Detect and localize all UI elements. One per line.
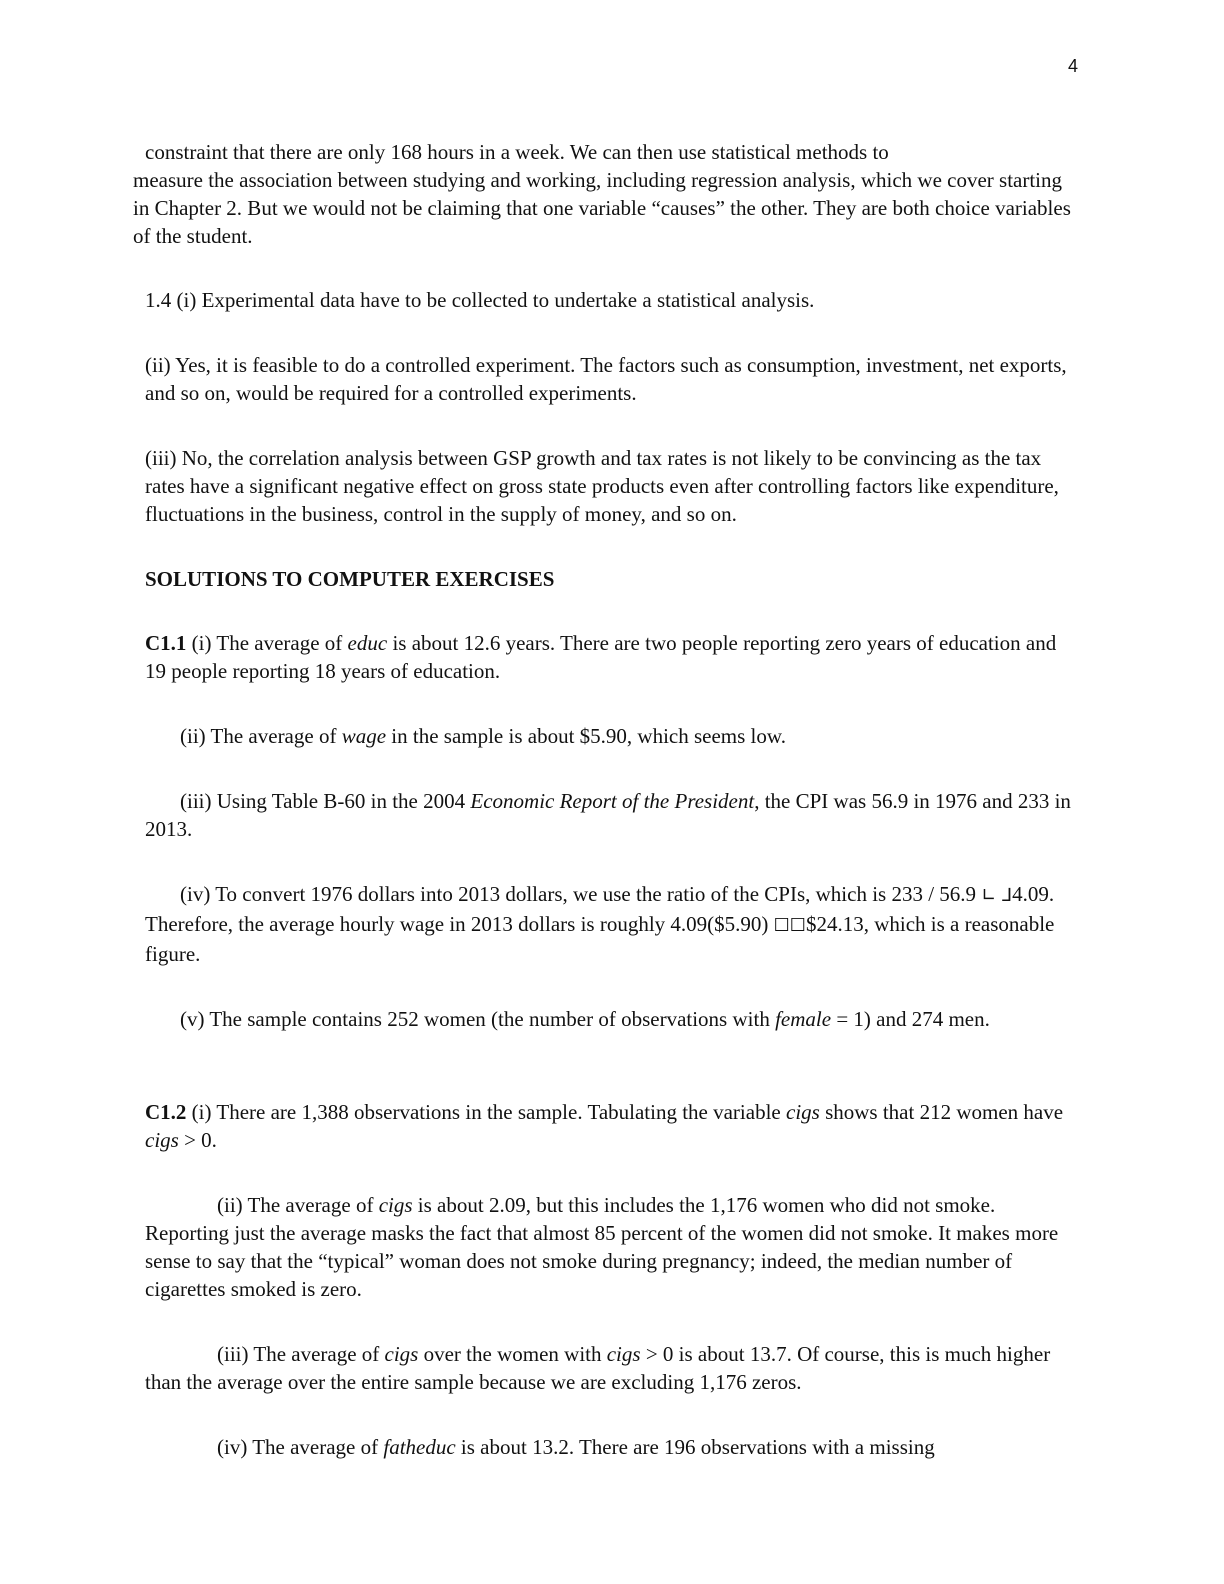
intro-paragraph [133, 138, 1078, 250]
text-span: (iv) The average of [217, 1435, 384, 1459]
text-span: , the CPI was 56.9 in 1976 and 233 in 2013. [145, 789, 1071, 841]
book-title: Economic Report of the President [470, 789, 755, 813]
text-span: 4.09. Therefore, the average hourly wage in 2013 dollars is roughly 4.09($5.90) [145, 882, 1055, 936]
c1-2-part-iv [133, 1433, 1078, 1461]
text-span: (iii) The average of [217, 1342, 385, 1366]
text-span: > 0 is about 13.7. Of course, this is much higher than the average over the entire sample because we are excluding 1,176 zeros. [145, 1342, 1051, 1394]
text-span: (i) The average of [186, 631, 348, 655]
variable-name: cigs [786, 1100, 820, 1124]
c1-2-label: C1.2 [145, 1100, 187, 1124]
text-span: over the women with [418, 1342, 607, 1366]
q1-4-part-iii: (iii) No, the correlation analysis between GSP growth and tax rates is not likely to be convincing as the tax rates have a significant negative effect on gross state products even after controlling factors like expenditure, fluctuations in the business, control in the supply of money, and so on. [145, 446, 1059, 526]
intro-rest: measure the association between studying and working, including regression analysis, which we cover starting in Chapter 2. But we would not be claiming that one variable “causes” the other. They are both choice variables of the student. [133, 168, 1071, 248]
intro-line-1: constraint that there are only 168 hours in a week. We can then use statistical methods to [145, 140, 889, 164]
text-span: > 0. [178, 1128, 217, 1152]
text-span: (i) There are 1,388 observations in the sample. Tabulating the variable [186, 1100, 786, 1124]
c1-1-label: C1.1 [145, 631, 187, 655]
c1-1-part-i [133, 629, 1078, 685]
text-span: = 1) and 274 men. [831, 1007, 990, 1031]
text-span: is about 2.09, but this includes the 1,176 women who did not smoke. Reporting just the average masks the fact that almost 85 percent of the women did not smoke. It makes more sense to say that the “typical” woman does not smoke during pregnancy; indeed, the median number of cigarettes smoked is zero. [145, 1193, 1059, 1301]
text-span: (ii) The average of [217, 1193, 379, 1217]
text-span: in the sample is about $5.90, which seems low. [386, 724, 786, 748]
c1-1-part-v [133, 1005, 1078, 1033]
variable-name: cigs [145, 1128, 179, 1152]
document-body [133, 138, 1078, 1461]
c1-2-part-i [133, 1098, 1078, 1154]
c1-1-part-ii [133, 722, 1078, 750]
c1-1-part-iv [133, 880, 1078, 968]
text-span: (ii) The average of [180, 724, 342, 748]
text-span: $24.13, which is a reasonable figure. [145, 912, 1055, 966]
variable-name: educ [347, 631, 388, 655]
garbled-symbol: ∟ ⅃ [981, 885, 1013, 906]
q1-4-part-i: 1.4 (i) Experimental data have to be collected to undertake a statistical analysis. [145, 288, 815, 312]
variable-name: cigs [606, 1342, 641, 1366]
c1-2-part-iii [133, 1340, 1078, 1396]
garbled-symbol: ☐☐ [773, 915, 806, 936]
text-span: (v) The sample contains 252 women (the number of observations with [180, 1007, 776, 1031]
text-span: is about 13.2. There are 196 observations with a missing [455, 1435, 935, 1459]
c1-2-part-ii [133, 1191, 1078, 1303]
variable-name: wage [341, 724, 387, 748]
q1-4-part-ii: (ii) Yes, it is feasible to do a controlled experiment. The factors such as consumption, investment, net exports, and so on, would be required for a controlled experiments. [145, 353, 1067, 405]
variable-name: female [775, 1007, 832, 1031]
variable-name: cigs [378, 1193, 413, 1217]
section-heading: SOLUTIONS TO COMPUTER EXERCISES [145, 567, 555, 591]
text-span: is about 12.6 years. There are two people reporting zero years of education and 19 people reporting 18 years of education. [145, 631, 1057, 683]
text-span: (iii) Using Table B-60 in the 2004 [180, 789, 471, 813]
variable-name: cigs [384, 1342, 419, 1366]
variable-name: fatheduc [383, 1435, 456, 1459]
page-number: 4 [1067, 56, 1078, 76]
text-span: shows that 212 women have [819, 1100, 1064, 1124]
c1-1-part-iii [133, 787, 1078, 843]
text-span: (iv) To convert 1976 dollars into 2013 dollars, we use the ratio of the CPIs, which is 233 / 56.9 [180, 882, 982, 906]
